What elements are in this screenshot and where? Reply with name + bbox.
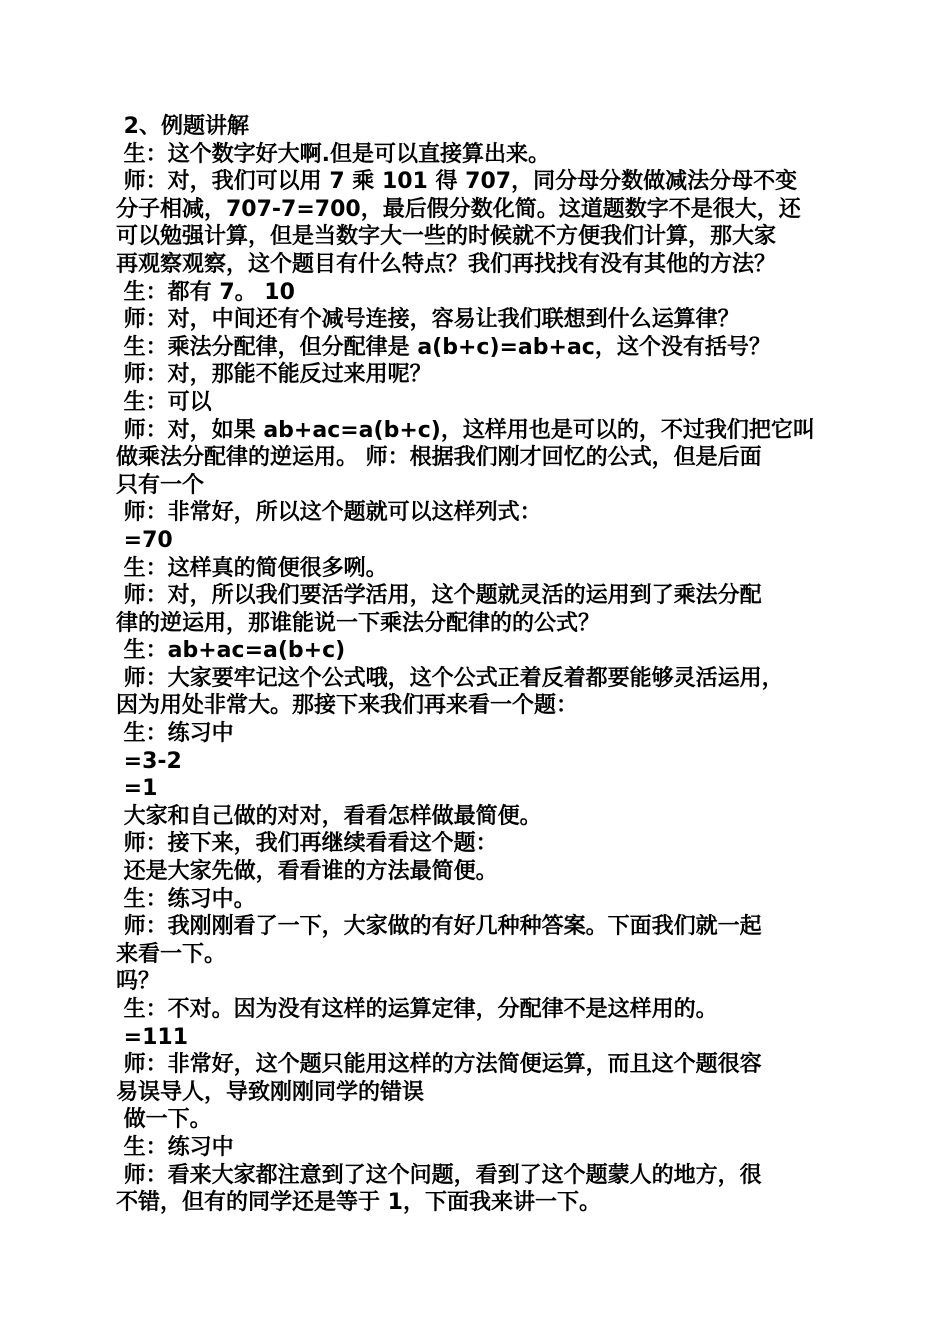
text-line: 因为用处非常大。那接下来我们再来看一个题： — [116, 693, 579, 719]
text-line: 分子相减，707-7=700，最后假分数化简。这道题数字不是很大，还 — [116, 196, 801, 222]
text-line: 生：这个数字好大啊.但是可以直接算出来。 — [116, 141, 551, 167]
text-line: 生：可以 — [116, 389, 212, 415]
text-line: 生：练习中。 — [116, 886, 256, 912]
text-line: 大家和自己做的对对，看看怎样做最简便。 — [116, 803, 542, 829]
text-line: 生：乘法分配律，但分配律是 a(b+c)=ab+ac，这个没有括号？ — [116, 334, 771, 360]
text-line: 师：对，如果 ab+ac=a(b+c)，这样用也是可以的，不过我们把它叫 — [116, 417, 815, 443]
text-line: 2、例题讲解 — [116, 114, 249, 139]
text-line: 师：接下来，我们再继续看看这个题： — [116, 831, 498, 857]
text-line: 生：ab+ac=a(b+c) — [116, 638, 346, 664]
document-body — [116, 113, 838, 1217]
text-line: 律的逆运用，那谁能说一下乘法分配律的的公式？ — [116, 610, 601, 636]
text-line: 还是大家先做，看看谁的方法最简便。 — [116, 859, 498, 885]
text-line: 做乘法分配律的逆运用。 师：根据我们刚才回忆的公式，但是后面 — [116, 445, 762, 471]
text-line: =70 — [116, 527, 173, 553]
text-line: 师：非常好，所以这个题就可以这样列式： — [116, 500, 542, 526]
text-line: 生：这样真的简便很多咧。 — [116, 555, 388, 581]
text-line: 再观察观察，这个题目有什么特点？我们再找找有没有其他的方法？ — [116, 251, 777, 277]
text-line: =1 — [116, 776, 158, 802]
text-line: 生：都有 7。 10 — [116, 279, 295, 305]
text-line: =111 — [116, 1024, 189, 1050]
text-line: 师：非常好，这个题只能用这样的方法简便运算，而且这个题很容 — [116, 1052, 762, 1078]
text-line: 师：对，我们可以用 7 乘 101 得 707，同分母分数做减法分母不变 — [116, 169, 798, 195]
text-line: 可以勉强计算，但是当数字大一些的时候就不方便我们计算，那大家 — [116, 224, 777, 250]
text-line: 师：对，中间还有个减号连接，容易让我们联想到什么运算律？ — [116, 307, 740, 333]
text-line: 只有一个 — [116, 472, 205, 498]
text-line: =3-2 — [116, 748, 182, 774]
text-line: 来看一下。 — [116, 941, 227, 967]
text-line: 易误导人，导致刚刚同学的错误 — [116, 1079, 425, 1105]
text-line: 生：练习中 — [116, 721, 234, 747]
text-line: 师：看来大家都注意到了这个问题，看到了这个题蒙人的地方，很 — [116, 1162, 762, 1188]
text-line: 师：对，所以我们要活学活用，这个题就灵活的运用到了乘法分配 — [116, 583, 762, 609]
text-line: 师：大家要牢记这个公式哦，这个公式正着反着都要能够灵活运用， — [116, 665, 784, 691]
text-line: 做一下。 — [116, 1107, 212, 1133]
text-line: 生：不对。因为没有这样的运算定律，分配律不是这样用的。 — [116, 997, 718, 1022]
text-line: 师：我刚刚看了一下，大家做的有好几种种答案。下面我们就一起 — [116, 914, 762, 940]
text-line: 生：练习中 — [116, 1134, 234, 1160]
text-line: 不错，但有的同学还是等于 1，下面我来讲一下。 — [116, 1190, 601, 1216]
text-line: 吗？ — [116, 969, 161, 995]
text-line: 师：对，那能不能反过来用呢？ — [116, 362, 432, 388]
